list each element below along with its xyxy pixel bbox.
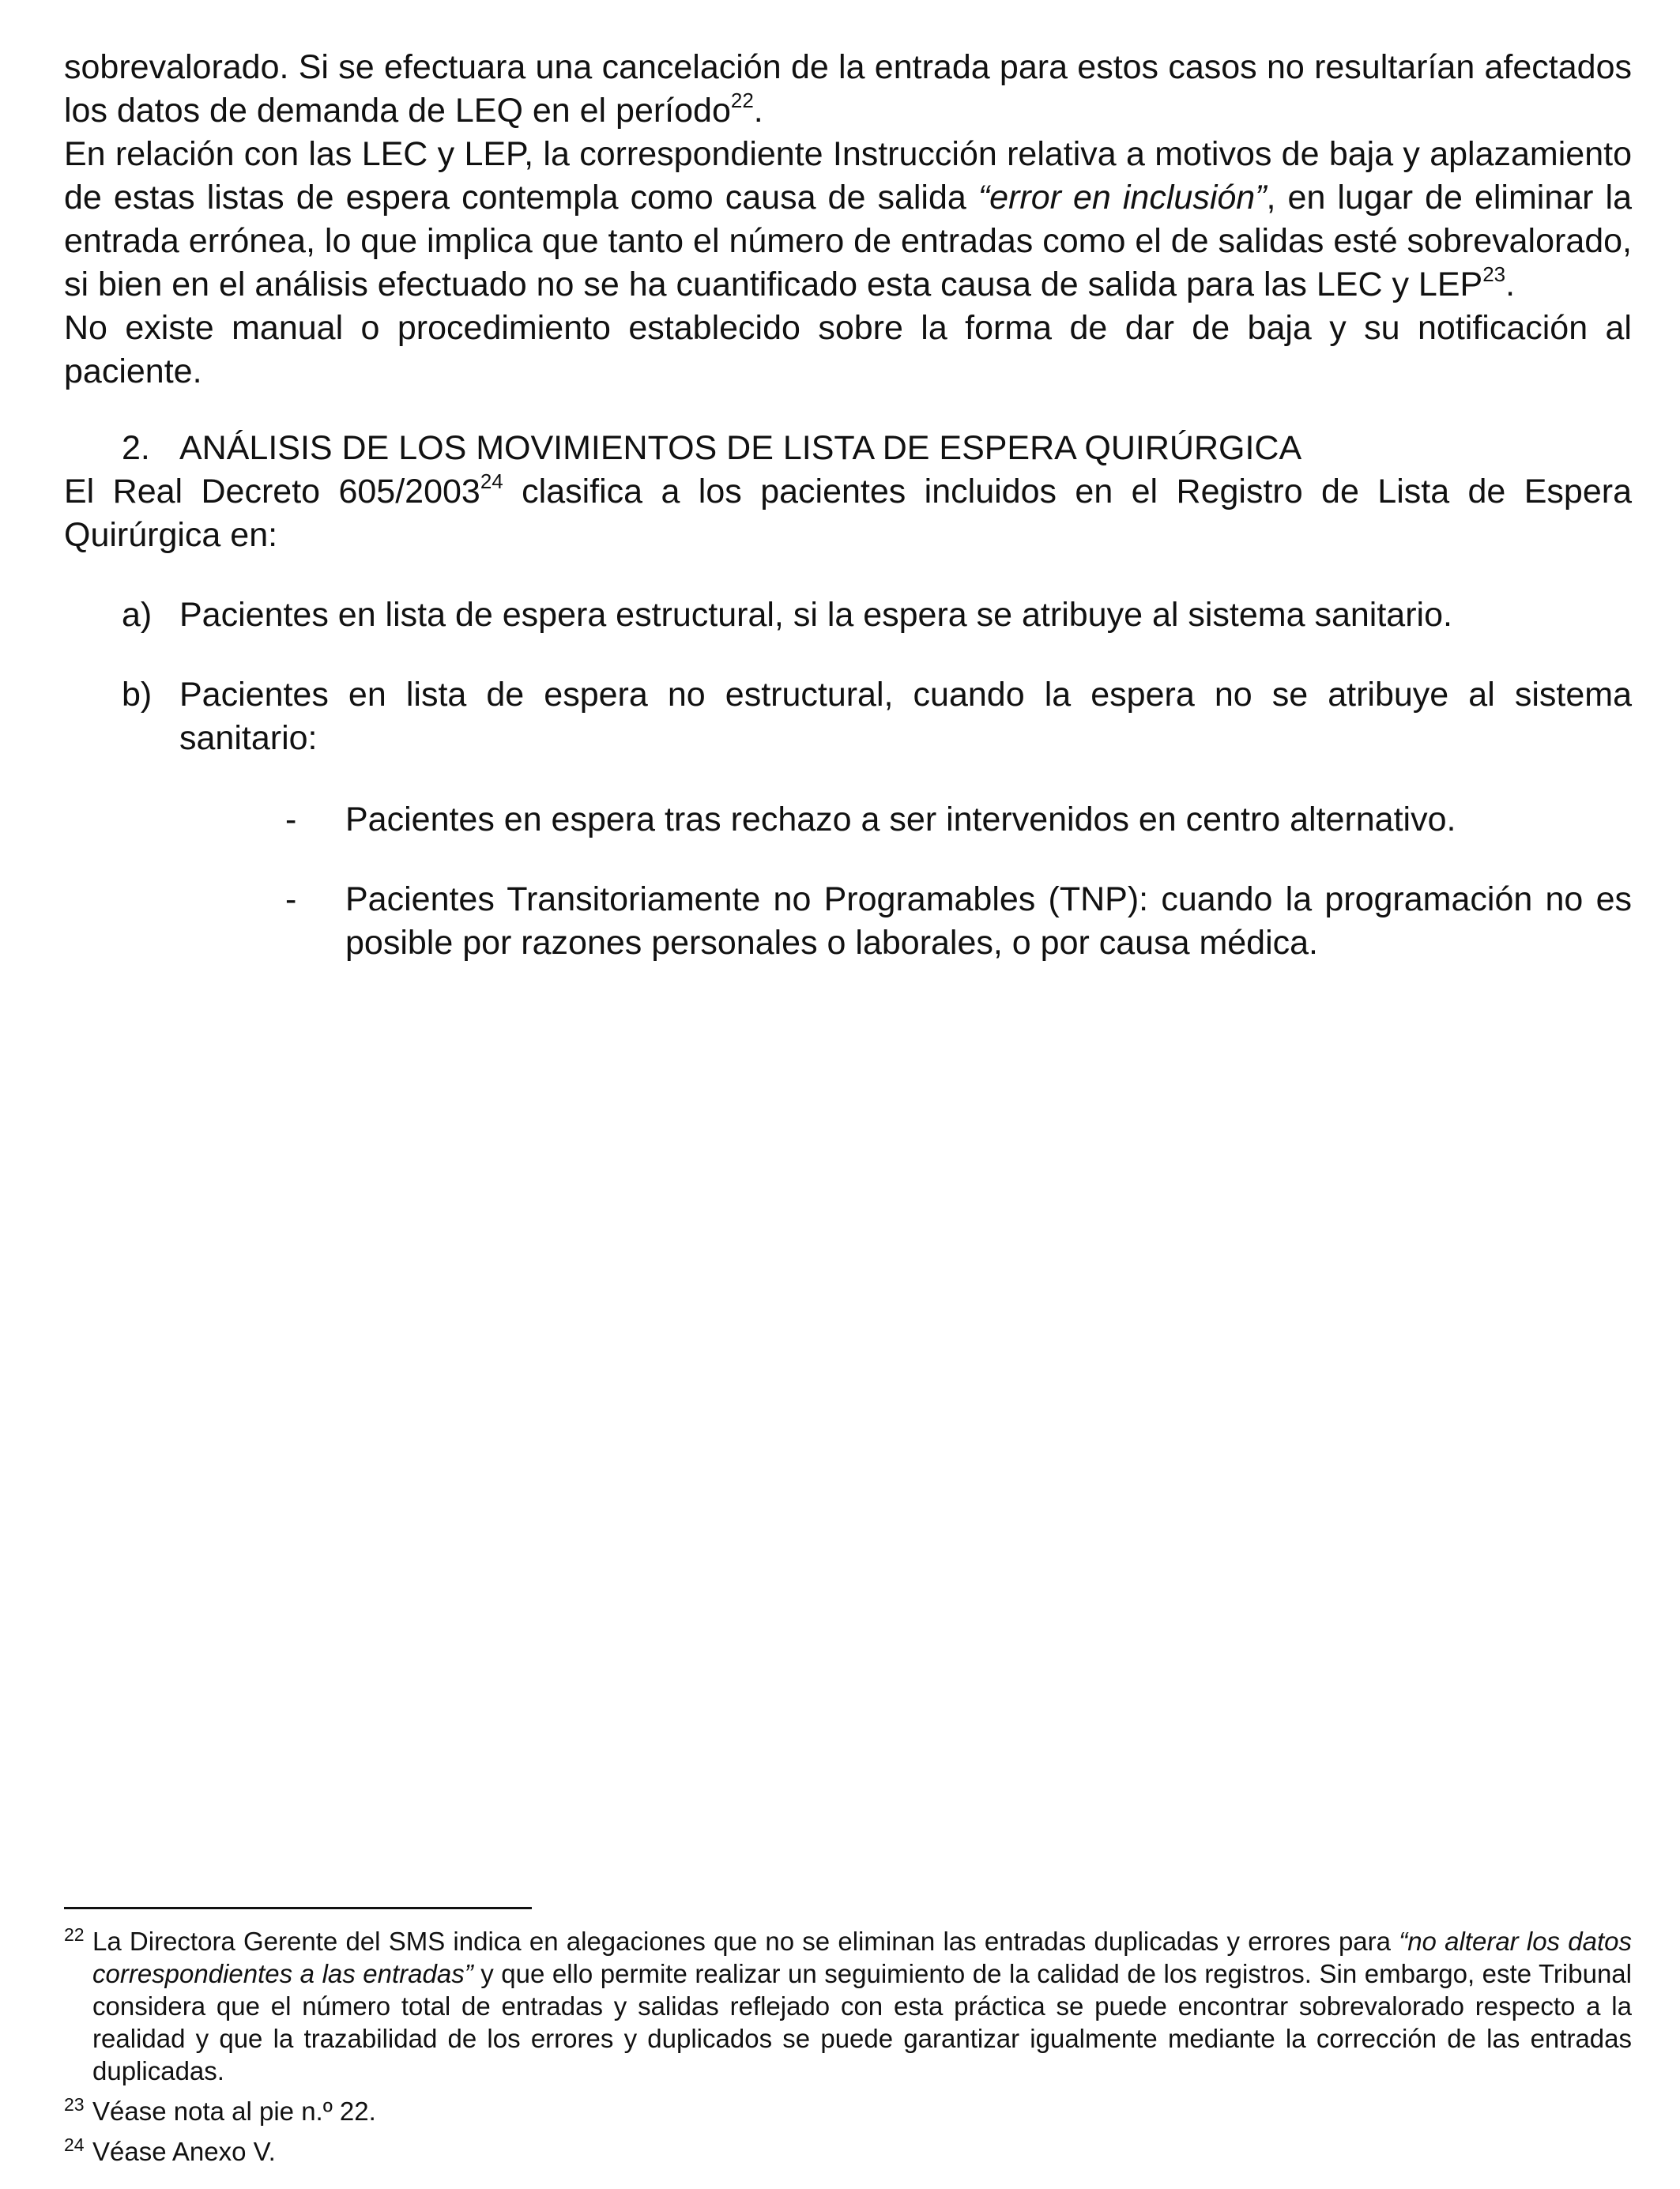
section-title: ANÁLISIS DE LOS MOVIMIENTOS DE LISTA DE ESPERA QUIRÚRGICA: [179, 429, 1302, 467]
footnote-22: 22 La Directora Gerente del SMS indica en alegaciones que no se eliminan las entradas duplicadas y errores para “no alterar los datos correspondientes a las entradas” y que ello permite realizar un seguimiento de la calidad de los registros. Sin embargo, este Tribunal considera que el número total de entradas y salidas reflejado con esta práctica se puede encontrar sobrevalorado respecto a la realidad y que la trazabilidad de los errores y duplicados se puede garantizar igualmente mediante la corrección de las entradas duplicadas.: [64, 1925, 1632, 2087]
footnote-divider: [64, 1907, 532, 1909]
section-heading: [64, 427, 1632, 470]
footnote-number: 24: [64, 2134, 85, 2155]
sublist-item-text: Pacientes en espera tras rechazo a ser intervenidos en centro alternativo.: [345, 801, 1456, 838]
dash-marker: -: [285, 880, 297, 918]
paragraph-real-decreto: El Real Decreto 605/2003$^{24}$ clasifica a los pacientes incluidos en el Registro de Lista de Espera Quirúrgica en:: [64, 469, 1632, 554]
footnotes-section: [64, 1907, 1632, 2176]
list-item-text: Pacientes en lista de espera no estructural, cuando la espera no se atribuye al sistema sanitario:: [179, 676, 1632, 757]
footnote-ref-23[interactable]: 23: [1482, 262, 1506, 286]
sublist-item: [64, 878, 1632, 965]
paragraph-leq-cancelation: sobrevalorado. Si se efectuara una cancelación de la entrada para estos casos no resultarían afectados los datos de demanda de LEQ en el período$^{22}$.: [64, 48, 1632, 130]
paragraph-lec-lep: En relación con las LEC y LEP, la correspondiente Instrucción relativa a motivos de baja y aplazamiento de estas listas de espera contempla como causa de salida “error en inclusión”, en lugar de eliminar la entrada errónea, lo que implica que tanto el número de entradas como el de salidas esté sobrevalorado, si bien en el análisis efectuado no se ha cuantificado esta causa de salida para las LEC y LEP$^{23}$.: [64, 135, 1633, 303]
section-number: 2.: [122, 429, 150, 467]
footnote-ref-22[interactable]: 22: [730, 88, 754, 112]
document-body: [64, 46, 1632, 965]
list-marker: a): [122, 596, 153, 634]
footnote-24: 24 Véase Anexo V.: [64, 2135, 1632, 2168]
footnote-ref-24[interactable]: 24: [480, 469, 503, 493]
footnote-23: 23 Véase nota al pie n.º 22.: [64, 2095, 1632, 2127]
list-item-text: Pacientes en lista de espera estructural, si la espera se atribuye al sistema sanitario.: [179, 596, 1452, 634]
list-item: [64, 673, 1632, 760]
paragraph-no-manual: No existe manual o procedimiento establecido sobre la forma de dar de baja y su notificación al paciente.: [64, 309, 1632, 390]
sublist-item: [64, 798, 1632, 842]
dash-marker: -: [285, 801, 297, 838]
list-marker: b): [122, 676, 153, 714]
sublist-item-text: Pacientes Transitoriamente no Programables (TNP): cuando la programación no es posible por razones personales o laborales, o por causa médica.: [345, 880, 1632, 962]
list-item: [64, 593, 1632, 637]
footnote-number: 23: [64, 2094, 85, 2115]
footnote-number: 22: [64, 1924, 85, 1945]
